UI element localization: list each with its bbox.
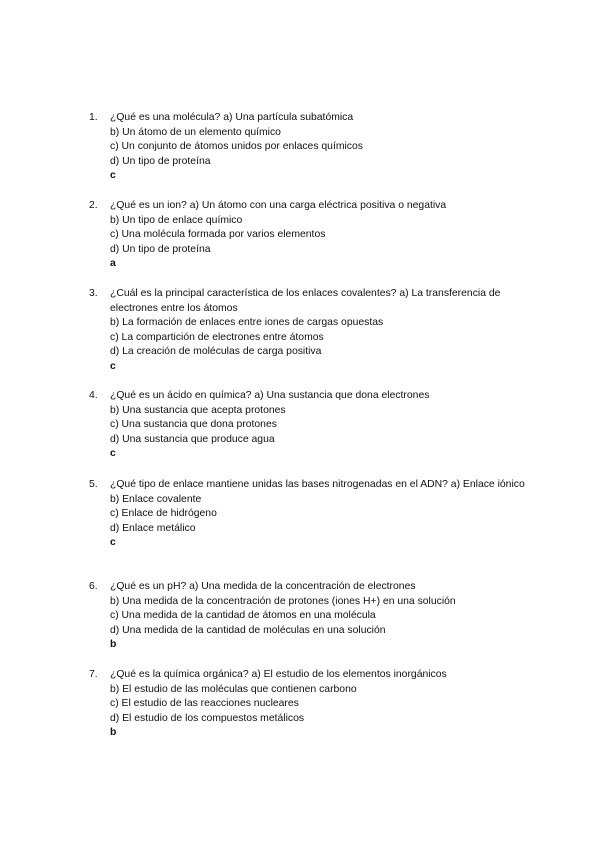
option-c: c) Una molécula formada por varios elementos — [110, 229, 326, 241]
option-c: c) El estudio de las reacciones nucleares — [110, 698, 299, 710]
option-b: b) La formación de enlaces entre iones de cargas opuestas — [110, 317, 384, 329]
option-b: b) Enlace covalente — [110, 493, 202, 505]
question-7 — [89, 668, 529, 741]
option-c: c) Un conjunto de átomos unidos por enlaces químicos — [110, 141, 363, 153]
option-b: b) Una sustancia que acepta protones — [110, 404, 286, 416]
question-4 — [89, 389, 529, 462]
question-text: ¿Qué es un ácido en química? a) Una sustancia que dona electrones — [110, 390, 430, 401]
question-number: 6. — [89, 581, 98, 592]
question-2 — [89, 199, 529, 272]
question-number: 3. — [89, 288, 98, 299]
option-c: c) Una sustancia que dona protones — [110, 419, 277, 431]
answer-key: c — [110, 360, 116, 372]
option-d: d) El estudio de los compuestos metálicos — [110, 712, 305, 724]
option-c: c) Una medida de la cantidad de átomos en una molécula — [110, 610, 376, 622]
option-c: c) Enlace de hidrógeno — [110, 508, 217, 520]
question-number: 7. — [89, 669, 98, 680]
question-3 — [89, 287, 529, 375]
question-number: 5. — [89, 479, 98, 490]
option-d: d) Una sustancia que produce agua — [110, 433, 275, 445]
answer-key: b — [110, 639, 117, 651]
question-5 — [89, 478, 529, 551]
option-d: d) Un tipo de proteína — [110, 243, 211, 255]
option-b: b) Un átomo de un elemento químico — [110, 126, 281, 138]
option-b: b) Un tipo de enlace químico — [110, 214, 243, 226]
answer-key: c — [110, 537, 116, 549]
option-c: c) La compartición de electrones entre átomos — [110, 331, 324, 343]
question-number: 1. — [89, 112, 98, 123]
option-d: d) La creación de moléculas de carga positiva — [110, 346, 322, 358]
answer-key: b — [110, 727, 117, 739]
option-d: d) Una medida de la cantidad de moléculas en una solución — [110, 624, 386, 636]
question-6 — [89, 580, 529, 653]
option-d: d) Enlace metálico — [110, 522, 196, 534]
question-text: ¿Qué es una molécula? a) Una partícula subatómica — [110, 112, 354, 123]
question-text: ¿Qué es un ion? a) Un átomo con una carga eléctrica positiva o negativa — [110, 200, 447, 211]
question-text: ¿Qué es un pH? a) Una medida de la concentración de electrones — [110, 581, 416, 592]
answer-key: c — [110, 170, 116, 182]
option-b: b) Una medida de la concentración de protones (iones H+) en una solución — [110, 595, 456, 607]
question-text: ¿Cuál es la principal característica de los enlaces covalentes? a) La transferencia de electrones entre los átomos — [110, 288, 501, 314]
question-text: ¿Qué tipo de enlace mantiene unidas las bases nitrogenadas en el ADN? a) Enlace iónico — [110, 479, 525, 490]
question-number: 2. — [89, 200, 98, 211]
option-d: d) Un tipo de proteína — [110, 155, 211, 167]
answer-key: a — [110, 258, 116, 270]
question-text: ¿Qué es la química orgánica? a) El estudio de los elementos inorgánicos — [110, 669, 447, 680]
question-1 — [89, 111, 529, 184]
option-b: b) El estudio de las moléculas que contienen carbono — [110, 683, 357, 695]
question-number: 4. — [89, 390, 98, 401]
answer-key: c — [110, 448, 116, 460]
